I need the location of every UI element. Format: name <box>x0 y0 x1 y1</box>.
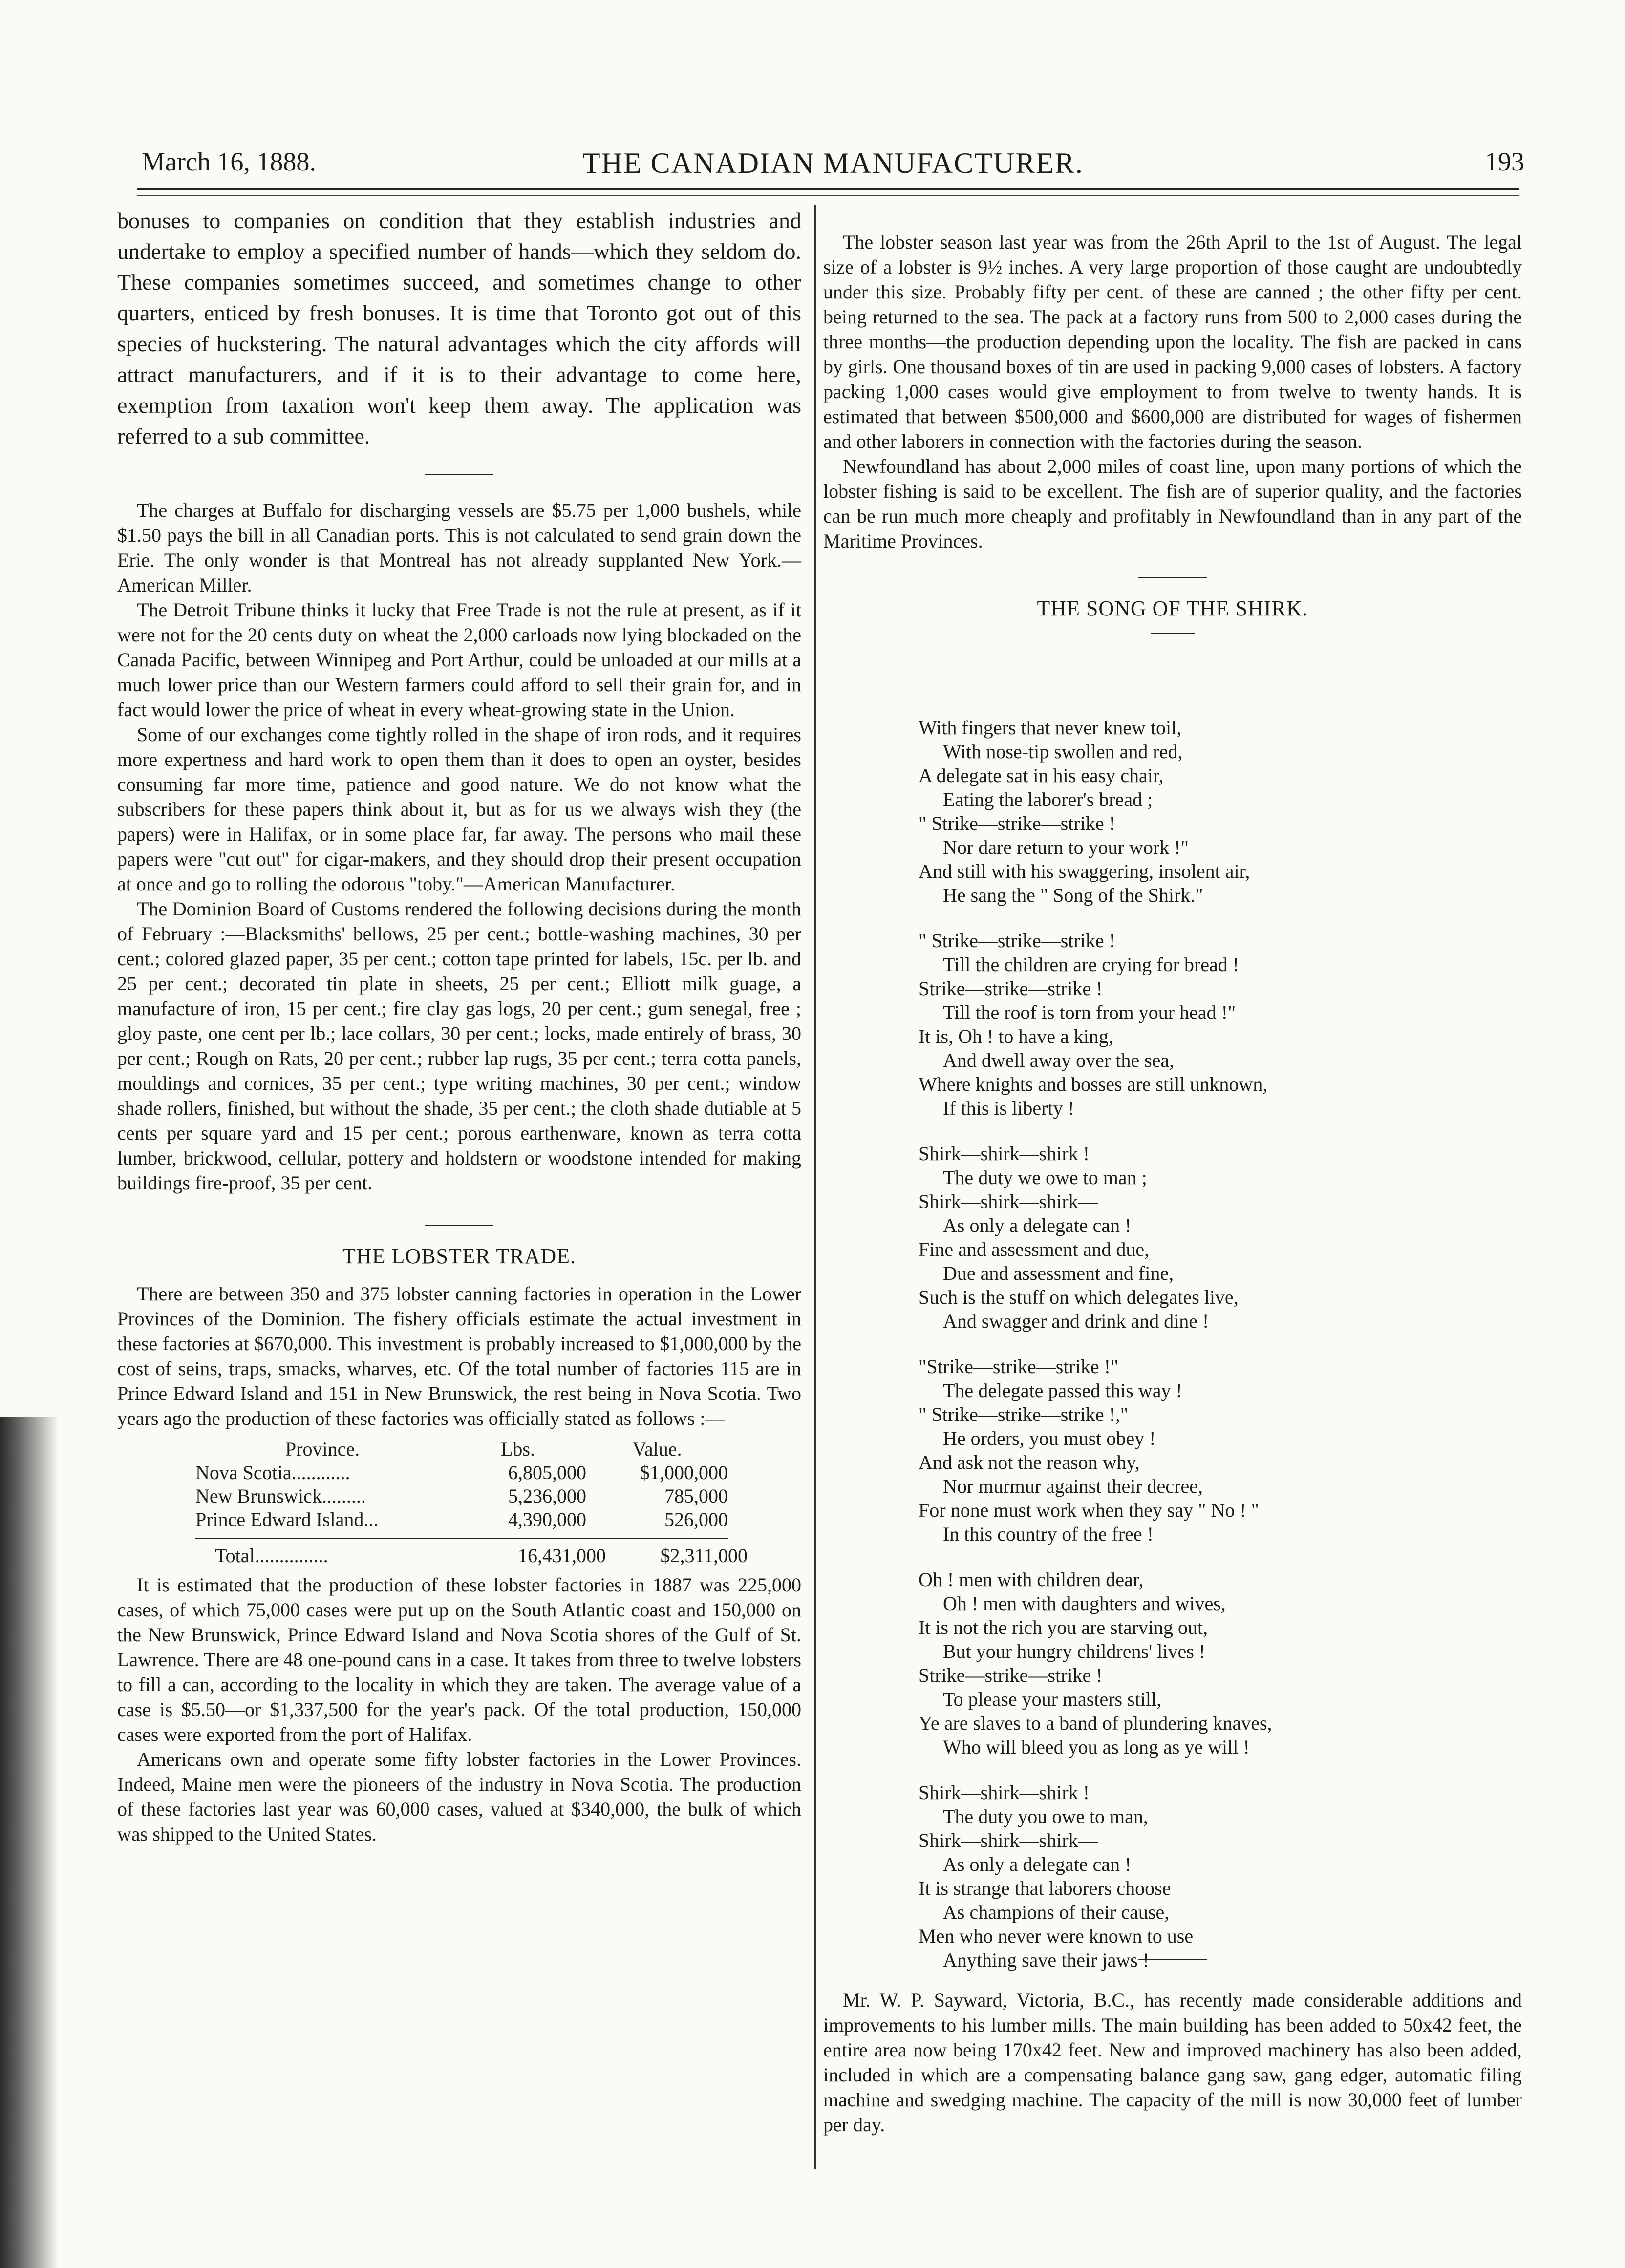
note-customs: The Dominion Board of Customs rendered the following decisions during the month of February :—Blacksmiths' bellows, 25 per cent.; bottle-washing machines, 30 per cent.; colored glazed paper, 35 per cent.; cotton tape printed for labels, 15c. per lb. and 25 per cent.; decorated tin plate in sheets, 25 per cent.; Elliott milk guage, a manufacture of iron, 15 per cent.; fire clay gas logs, 20 per cent.; gum senegal, free ; gloy paste, one cent per lb.; lace collars, 30 per cent.; locks, made entirely of brass, 30 per cent.; Rough on Rats, 20 per cent.; rubber lap rugs, 35 per cent.; terra cotta panels, mouldings and cornices, 35 per cent.; type writing machines, 30 per cent.; window shade rollers, finished, but without the shade, 35 per cent.; the cloth shade dutiable at 5 cents per square yard and 15 per cent.; porous earthenware, known as terra cotta lumber, brickwood, cellular, pottery and holdstern or woodstone intended for making buildings fire-proof, 35 per cent. <box>117 898 801 1194</box>
scan-edge-shadow <box>0 1417 59 2268</box>
header-rule <box>137 188 1519 190</box>
value-cell: 785,000 <box>664 1485 728 1507</box>
poem-line: Till the roof is torn from your head !" <box>943 1001 1236 1023</box>
lobster-paragraph-2: It is estimated that the production of these lobster factories in 1887 was 225,000 cases, of which 75,000 cases were put up on the South Atlantic coast and 150,000 on the New Brunswick, Prince Edward Island and Nova Scotia shores of the Gulf of St. Lawrence. There are 48 one-pound cans in a case. It takes from three to twelve lobsters to fill a can, according to the locality in which they are taken. The average value of a case is $5.50—or $1,337,500 for the year's pack. Of the total production, 150,000 cases were exported from the port of Halifax. <box>117 1574 801 1745</box>
poem-line: The duty you owe to man, <box>943 1805 1148 1827</box>
lbs-cell: 5,236,000 <box>508 1485 586 1507</box>
poem-stanza <box>919 1568 1505 1759</box>
table-row <box>195 1461 728 1484</box>
poem-line: Oh ! men with daughters and wives, <box>943 1592 1226 1614</box>
poem-line: And still with his swaggering, insolent air, <box>919 860 1250 882</box>
poem-line: He sang the " Song of the Shirk." <box>943 884 1203 906</box>
sayward-paragraph: Mr. W. P. Sayward, Victoria, B.C., has recently made considerable additions and improvements to his lumber mills. The main building has been added to 50x42 feet, the entire area now being 170x42 feet. New and improved machinery has also been added, included in which are a compensating balance gang saw, gang edger, automatic filing machine and swedging machine. The capacity of the mill is now 30,000 feet of lumber per day. <box>823 1989 1522 2136</box>
header-rule-thin <box>137 195 1519 196</box>
value-cell: $1,000,000 <box>640 1462 728 1484</box>
poem-line: And dwell away over the sea, <box>943 1049 1175 1071</box>
province-cell: Prince Edward Island... <box>195 1508 379 1530</box>
total-rule <box>195 1538 728 1539</box>
poem-line: To please your masters still, <box>943 1688 1162 1710</box>
poem-line: In this country of the free ! <box>943 1523 1154 1545</box>
poem-line: Who will bleed you as long as ye will ! <box>943 1736 1250 1758</box>
lobster-heading: THE LOBSTER TRADE. <box>342 1244 576 1268</box>
lobster-paragraph-3: Americans own and operate some fifty lobster factories in the Lower Provinces. Indeed, Maine men were the pioneers of the industry in Nova Scotia. The production of these factories last year was 60,000 cases, valued at $340,000, the bulk of which was shipped to the United States. <box>117 1748 801 1845</box>
poem-line: With fingers that never knew toil, <box>919 717 1182 739</box>
poem-line: And swagger and drink and dine ! <box>943 1310 1209 1332</box>
total-lbs: 16,431,000 <box>518 1545 606 1567</box>
production-total <box>195 1544 748 1568</box>
poem-line: Strike—strike—strike ! <box>919 1664 1103 1686</box>
lobster-paragraph-5: Newfoundland has about 2,000 miles of coast line, upon many portions of which the lobster fishing is said to be excellent. The fish are of superior quality, and the factories can be run much more cheaply and profitably in Newfoundland than in any part of the Maritime Provinces. <box>823 455 1522 552</box>
note-exchanges: Some of our exchanges come tightly rolled in the shape of iron rods, and it requires more expertness and hard work to open them than it does to open an oyster, besides consuming far more time, patience and good nature. We do not know what the subscribers for these papers think about it, but as for us we always wish they (the papers) were in Halifax, or in some place far, far away. The persons who mail these papers were "cut out" for cigar-makers, and they should drop their present occupation at once and go to rolling the odorous "toby."—American Manufacturer. <box>117 723 801 895</box>
title-rule <box>1151 633 1195 634</box>
poem-line: Nor murmur against their decree, <box>943 1475 1203 1497</box>
poem <box>919 716 1505 1993</box>
poem-line: Ye are slaves to a band of plundering knaves, <box>919 1712 1272 1734</box>
poem-line: As only a delegate can ! <box>943 1853 1132 1875</box>
poem-line: And ask not the reason why, <box>919 1451 1140 1473</box>
section-rule <box>1138 577 1207 578</box>
poem-line: Men who never were known to use <box>919 1925 1194 1947</box>
poem-line: Due and assessment and fine, <box>943 1262 1174 1284</box>
total-value: $2,311,000 <box>660 1545 748 1567</box>
poem-line: Where knights and bosses are still unknown, <box>919 1073 1268 1095</box>
poem-line: Nor dare return to your work !" <box>943 836 1189 858</box>
poem-line: If this is liberty ! <box>943 1097 1074 1119</box>
publication-title: THE CANADIAN MANUFACTURER. <box>582 147 1084 179</box>
poem-stanza <box>919 1142 1505 1333</box>
poem-line: Eating the laborer's bread ; <box>943 788 1153 810</box>
table-row <box>195 1508 728 1531</box>
table-header-row <box>195 1438 728 1461</box>
poem-line: " Strike—strike—strike ! <box>919 930 1115 952</box>
poem-stanza <box>919 1355 1505 1546</box>
value-cell: 526,000 <box>664 1508 728 1530</box>
poem-title: THE SONG OF THE SHIRK. <box>1037 596 1308 620</box>
column-divider <box>814 205 816 2169</box>
col-header-province: Province. <box>285 1438 360 1460</box>
poem-line: The duty we owe to man ; <box>943 1166 1147 1188</box>
poem-line: Oh ! men with children dear, <box>919 1569 1144 1590</box>
intro-paragraph: bonuses to companies on condition that they establish industries and undertake to employ a specified number of hands—which they seldom do. These companies sometimes succeed, and sometimes change to other quarters, enticed by fresh bonuses. It is time that Toronto got out of this species of huckstering. The natural advantages which the city affords will attract manufacturers, and if it is to their advantage to come here, exemption from taxation won't keep them away. The application was referred to a sub committee. <box>117 208 801 448</box>
poem-line: As only a delegate can ! <box>943 1214 1132 1236</box>
poem-line: Fine and assessment and due, <box>919 1238 1150 1260</box>
total-label: Total............... <box>215 1545 328 1567</box>
issue-date: March 16, 1888. <box>142 147 316 176</box>
lobster-intro: There are between 350 and 375 lobster canning factories in operation in the Lower Provinces of the Dominion. The fishery officials estimate the actual investment in these factories at $670,000. This investment is probably increased to $1,000,000 by the cost of seins, traps, smacks, wharves, etc. Of the total number of factories 115 are in Prince Edward Island and 151 in New Brunswick, the rest being in Nova Scotia. Two years ago the production of these factories was officially stated as follows :— <box>117 1283 801 1429</box>
note-buffalo: The charges at Buffalo for discharging vessels are $5.75 per 1,000 bushels, while $1.50 pays the bill in all Canadian ports. This is not calculated to send grain down the Erie. The only wonder is that Montreal has not already supplanted New York.—American Miller. <box>117 499 801 596</box>
page-number: 193 <box>1485 147 1524 176</box>
poem-line: Shirk—shirk—shirk ! <box>919 1143 1090 1165</box>
poem-line: He orders, you must obey ! <box>943 1427 1156 1449</box>
poem-line: Shirk—shirk—shirk— <box>919 1190 1098 1212</box>
poem-line: As champions of their cause, <box>943 1901 1170 1923</box>
poem-stanza <box>919 1780 1505 1972</box>
poem-line: Strike—strike—strike ! <box>919 977 1103 999</box>
poem-line: It is, Oh ! to have a king, <box>919 1025 1113 1047</box>
poem-line: Such is the stuff on which delegates live, <box>919 1286 1239 1308</box>
poem-line: "Strike—strike—strike !" <box>919 1356 1119 1378</box>
poem-line: The delegate passed this way ! <box>943 1379 1182 1401</box>
col-header-value: Value. <box>632 1438 682 1460</box>
right-column-upper <box>823 230 1522 634</box>
right-column-lower <box>823 1959 1522 2137</box>
poem-line: It is not the rich you are starving out, <box>919 1616 1208 1638</box>
total-row <box>195 1544 748 1568</box>
lbs-cell: 6,805,000 <box>508 1462 586 1484</box>
poem-line: Shirk—shirk—shirk ! <box>919 1781 1090 1803</box>
poem-line: Shirk—shirk—shirk— <box>919 1829 1098 1851</box>
page-header <box>142 147 1524 186</box>
lobster-paragraph-4: The lobster season last year was from the 26th April to the 1st of August. The legal size of a lobster is 9½ inches. A very large proportion of those caught are undoubtedly under this size. Probably fifty per cent. of these are canned ; the other fifty per cent. being returned to the sea. The pack at a factory runs from 500 to 2,000 cases during the three months—the production depending upon the locality. The fish are packed in cans by girls. One thousand boxes of tin are used in packing 9,000 cases of lobsters. A factory packing 1,000 cases would give employment to from twelve to twenty hands. It is estimated that between $500,000 and $600,000 are distributed for wages of fishermen and other laborers in connection with the factories during the season. <box>823 231 1522 452</box>
province-cell: Nova Scotia............ <box>195 1462 350 1484</box>
poem-line: With nose-tip swollen and red, <box>943 741 1183 763</box>
poem-stanza <box>919 716 1505 907</box>
note-detroit: The Detroit Tribune thinks it lucky that Free Trade is not the rule at present, as if it were not for the 20 cents duty on wheat the 2,000 carloads now lying blockaded on the Canada Pacific, between Winnipeg and Port Arthur, could be unloaded at our mills at a much lower price than our Western farmers could afford to sell their grain for, and in fact would lower the price of wheat in every wheat-growing state in the Union. <box>117 599 801 721</box>
poem-line: " Strike—strike—strike ! <box>919 812 1115 834</box>
poem-line: It is strange that laborers choose <box>919 1877 1171 1899</box>
poem-line: But your hungry childrens' lives ! <box>943 1640 1206 1662</box>
poem-stanza <box>919 929 1505 1120</box>
section-rule <box>1138 1959 1207 1960</box>
table-row <box>195 1484 728 1508</box>
poem-line: For none must work when they say " No ! " <box>919 1499 1260 1521</box>
lbs-cell: 4,390,000 <box>508 1508 586 1530</box>
section-rule <box>425 474 493 475</box>
poem-line: " Strike—strike—strike !," <box>919 1403 1129 1425</box>
section-rule <box>425 1225 493 1226</box>
left-column <box>117 205 801 1846</box>
production-table <box>195 1438 728 1531</box>
poem-line: Anything save their jaws ! <box>943 1949 1150 1971</box>
poem-line: A delegate sat in his easy chair, <box>919 764 1164 786</box>
col-header-lbs: Lbs. <box>501 1438 535 1460</box>
poem-line: Till the children are crying for bread ! <box>943 954 1240 975</box>
province-cell: New Brunswick......... <box>195 1485 366 1507</box>
